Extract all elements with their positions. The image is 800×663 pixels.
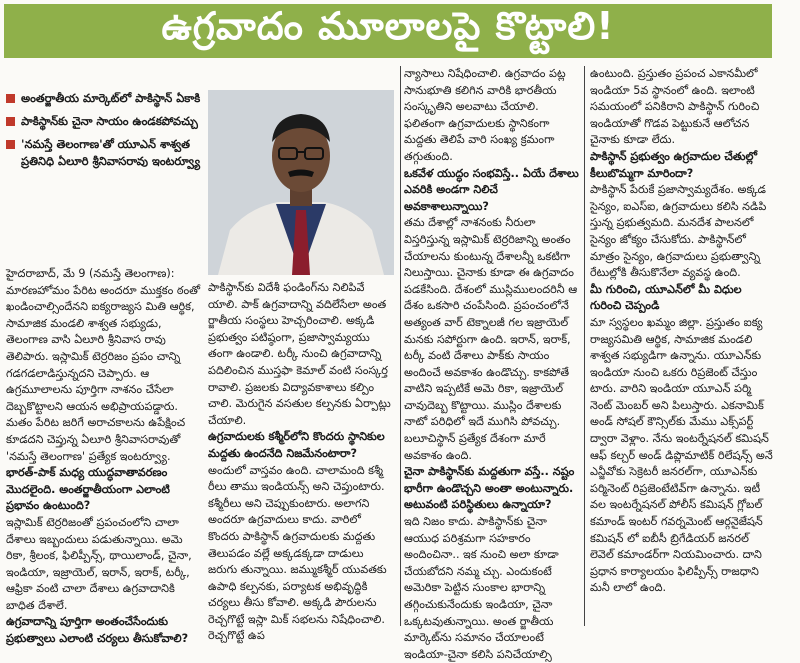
highlight-text: అంతర్జాతీయ మార్కెట్‌లో పాకిస్థాన్ ఏకాకి <box>21 91 201 105</box>
body-paragraph: మా స్వస్థలం ఖమ్మం జిల్లా. ప్రస్తుతం ఐక్య రాజ్యసమితి ఆర్థిక, సామాజిక మండలి శాశ్వత సభ్యుడిగా ఉన్నాను. యూఎన్‌కు ఇండియా నుంచి ఒకరు రిప్రజెంట్ చేస్తుం టారు. వారిని ఇండియా యూఎన్ పర్మి నెంట్ మెంబర్ అని పిలుస్తారు. ఎకనామిక్ అండ్ సోషల్ కౌన్సిల్‌కు మేము ఎక్స్‌పర్ట్ ద్వారా వెళ్లాం. నేను ఇంటర్నేషనల్ కమిషన్ ఆఫ్ కల్చర్ అండ్ డిప్లొమాటిక్ రిలేషన్స్ అనే ఎన్జీవోకు సెక్రెటరీ జనరల్‌గా, యూఎన్‌కు పర్మినెంట్ రిప్రజెంటేటివ్‌గా ఉన్నాను. ఇటీ వల ఇంటర్నేషనల్ పోలీస్ కమిషన్ గ్లోబల్ కమాండ్ ఇంటర్ గవర్నమెంట్ ఆర్గనైజేషన్ కమిషన్ లో ఐబీసీ బ్రిగేడియర్ జనరల్ లెవెల్ కమాండర్‌గా నియమించారు. దాని ప్రధాన కార్యాలయం ఫిలిప్పీన్స్ రాజధాని మనీ లాలో ఉంది. <box>590 315 773 595</box>
column-divider <box>400 66 401 626</box>
headline: ఉగ్రవాదం మూలాలపై కొట్టాలి! <box>161 4 615 48</box>
body-paragraph: ఉంటుంది. ప్రస్తుతం ప్రపంచ ఎకానమీలో ఇండియా 5వ స్థానంలో ఉంది. ఇలాంటి సమయంలో పనికిరాని పాకిస్థాన్ గురించి ఇండియాతో గొడవ పెట్టుకునే ఆలోచన చైనాకు కూడా లేదు. <box>590 67 760 147</box>
highlight-item <box>6 113 202 130</box>
bullet-square-icon <box>6 117 15 126</box>
portrait-illustration <box>208 90 394 275</box>
article-column-2 <box>208 280 394 645</box>
highlight-text: 'నమస్తే తెలంగాణ'తో యూఎన్ శాశ్వత ప్రతినిధి ఏలూరి శ్రీనివాసరావు ఇంటర్వ్యూ <box>21 137 201 168</box>
body-paragraph: ఇది నిజం కాదు. పాకిస్థాన్‌కు చైనా ఆయుధ పరిశ్రమగా సహకారం అందించినా.. ఇక నుంచి అలా కూడా చేయబోదని నమ్మ చ్చు. ఎందుకంటే అమెరికా పెట్టిన సుంకాల భారాన్ని తగ్గించుకునేందుకు ఇండియా, చైనా ఒక్కటవుతున్నాయి. అంత ర్జాతీయ మార్కెట్‌ను సమానం చేయాలంటే ఇండియా-చైనా కలిసి పనిచేయాల్సి <box>404 515 559 661</box>
body-paragraph: న్యాసాలు నిషేధించాలి. ఉగ్రవాదం పట్ల సానుభూతి కలిగిన వారికి భారతీయ సంస్కృతిని అలవాటు చేయాలి. ఫలితంగా ఉగ్రవాదులకు స్థానికంగా మద్దతు తెలిపే వారి సంఖ్య క్రమంగా తగ్గుతుంది. <box>404 67 566 163</box>
article-column-1 <box>6 266 202 648</box>
highlight-item <box>6 136 202 170</box>
question-heading: మీ గురించి, యూఎన్‌లో మీ విధుల గురించి చెప్పండి <box>590 282 742 313</box>
question-heading: చైనా పాకిస్థాన్‌కు మద్దతుగా వస్తే.. నష్టం భారీగా ఉండొచ్చని అంతా అంటున్నారు. అటువంటి పరిస్థితులు ఉన్నాయా? <box>404 465 575 512</box>
body-paragraph: హైదరాబాద్, మే 9 (నమస్తే తెలంగాణ): మారణహోమం పేరిట అందరూ ముక్తకం ఠంతో ఖండించాల్సిందేనని ఐక్యరాజ్యస మితి ఆర్థిక, సామాజిక మండలి శాశ్వత సభ్యుడు, తెలంగాణ వాసి ఏలూరి శ్రీనివాస రావు తెలిపారు. ఇస్లామిక్ టెర్రరిజం ప్రపం చాన్ని గడగడలాడిస్తున్నదని చెప్పారు. ఆ ఉగ్రమూలాలను పూర్తిగా నాశనం చేసేలా దెబ్బకొట్టాలని ఆయన అభిప్రాయపడ్డారు. మతం పేరిట జరిగే అరాచకాలను ఉపేక్షించ కూడదని చెప్తున్న ఏలూరి శ్రీనివాసరావుతో 'నమస్తే తెలంగాణ' ప్రత్యేక ఇంటర్వ్యూ. <box>6 267 201 463</box>
article-column-4 <box>590 66 776 597</box>
body-paragraph: ఇస్లామిక్ టెర్రరిజంతో ప్రపంచంలోని చాలా దేశాలు ఇబ్బందులు పడుతున్నాయి. అమె రికా, శ్రీలంక, ఫిలిప్పీన్స్, థాయిలాండ్, చైనా, ఇండియా, ఇజ్రాయెల్, ఇరాన్, ఇరాక్, టర్కీ, ఆఫ్రికా వంటి చాలా దేశాలు ఉగ్రవాదానికి బాధిత దేశాలే. <box>6 515 192 612</box>
highlights-list <box>6 90 202 176</box>
body-paragraph: తమ దేశాల్లో నాశనంకు నీరులా విస్తరిస్తున్న ఇస్లామిక్ టెర్రరిజాన్ని అంతం చేయాలను కుంటున్న దేశాలన్నీ ఒకటిగా నిలుస్తాయి. చైనాకు కూడా ఈ ఉగ్రవాదం పడకేసింది. దేశంలో ముస్లిములందరినీ ఆ దేశం ఒకసారి చంపేసింది. ప్రపంచంలోనే అత్యంత వార్ టెక్నాలజీ గల ఇజ్రాయెల్ మనకు సపోర్టుగా ఉంది. ఇరాన్, ఇరాక్, టర్కీ వంటి దేశాలు పాక్‌కు సాయం అందించే అవకాశం ఉండొచ్చు. కాకపోతే వాటిని ఇప్పటికే అమె రికా, ఇజ్రాయెల్ చావుదెబ్బ కొట్టాయి. ముస్లిం దేశాలకు నాటో పరిధిలో ఇదే ముగిసి పోవచ్చు. బలూచిస్థాన్ ప్రత్యేక దేశంగా మారే అవకాశం ఉంది. <box>404 216 578 462</box>
column-divider <box>584 66 585 626</box>
body-paragraph: అందులో వాస్తవం ఉంది. చాలామంది కశ్మీ రీలు తాము ఇండియన్స్ అని చెప్తుంటారు. కశ్మీరీలు అని చెప్పుకుంటారు. అలాగని అందరూ ఉగ్రవాదులు కాదు. వారిలో కొందరు పాకిస్థాన్ ఉగ్రవాదులకు మద్దతు తెలుపడం వల్లే అక్కడక్కడా దాడులు జరుగు తున్నాయి. జమ్ముకశ్మీర్ యువతకు ఉపాధి కల్పనకు, పర్యాటక అభివృద్ధికి చర్యలు తీసు కోవాలి. అక్కడి పౌరులను రెచ్చగొట్టే ఇస్లా మిక్ సభలను నిషేధించాలి. రెచ్చగొట్టే ఉప <box>208 463 387 643</box>
body-paragraph: పాకిస్థాన్ పేరుకే ప్రజాస్వామ్యదేశం. అక్కడ సైన్యం, ఐఎస్ఐ, ఉగ్రవాదులు కలిసి నడిపి స్తున్న ప్రభుత్వమది. మనదేశ పాలనలో సైన్యం జోక్యం చేసుకోదు. పాకిస్థాన్‌లో మాత్రం సైన్యం, ఉగ్రవాదులు ప్రభుత్వాన్ని రేటుల్లోకి తీసుకొనేలా వ్యవస్థ ఉంది. <box>590 183 767 280</box>
question-heading: ఉగ్రవాదాన్ని పూర్తిగా అంతంచేసేందుకు ప్రభుత్వాలు ఎలాంటి చర్యలు తీసుకోవాలి? <box>6 615 189 646</box>
body-paragraph: పాకిస్థాన్‌కు విదేశీ ఫండింగ్‌ను నిలిపివే యాలి. పాక్ ఉగ్రవాదాన్ని వదిలేసేలా అంత ర్జాతీయ సంస్థలు హెచ్చరించాలి. అక్కడి ప్రభుత్వం పటిష్ఠంగా, ప్రజాస్వామ్యయు తంగా ఉండాలి. టర్కీ నుంచి ఉగ్రవాదాన్ని పదిలించిన ముస్తఫా కెమాల్ వంటి సంస్కర్త రావాలి. ప్రజలకు విద్యావకాశాలు కల్పిం చాలి. మెరుగైన వసతుల కల్పనకు ఏర్పాట్లు చేయాలి. <box>208 281 391 427</box>
article-column-3 <box>404 66 580 663</box>
highlight-text: పాకిస్థాన్‌కు చైనా సాయం ఉండకపోవచ్చు <box>21 114 198 128</box>
portrait-photo <box>208 90 394 275</box>
bullet-square-icon <box>6 94 15 103</box>
highlight-item <box>6 90 202 107</box>
question-heading: ఒకవేళ యుద్ధం సంభవిస్తే.. ఏయే దేశాలు ఎవరికి అండగా నిలిచే అవకాశాలున్నాయి? <box>404 166 579 213</box>
bullet-square-icon <box>6 140 15 149</box>
question-heading: పాకిస్థాన్ ప్రభుత్వం ఉగ్రవాదుల చేతుల్లో కీలుబొమ్మగా మారిందా? <box>590 149 758 180</box>
question-heading: ఉగ్రవాదులకు కశ్మీర్‌లోని కొందరు స్థానికుల మద్దతు ఉందనేది నిజమేనంటారా? <box>208 430 385 460</box>
headline-banner <box>4 4 772 58</box>
question-heading: భారత్-పాక్ మధ్య యుద్ధవాతావరణం మొదలైంది. అంతర్జాతీయంగా ఎలాంటి ప్రభావం ఉంటుంది? <box>6 466 170 513</box>
